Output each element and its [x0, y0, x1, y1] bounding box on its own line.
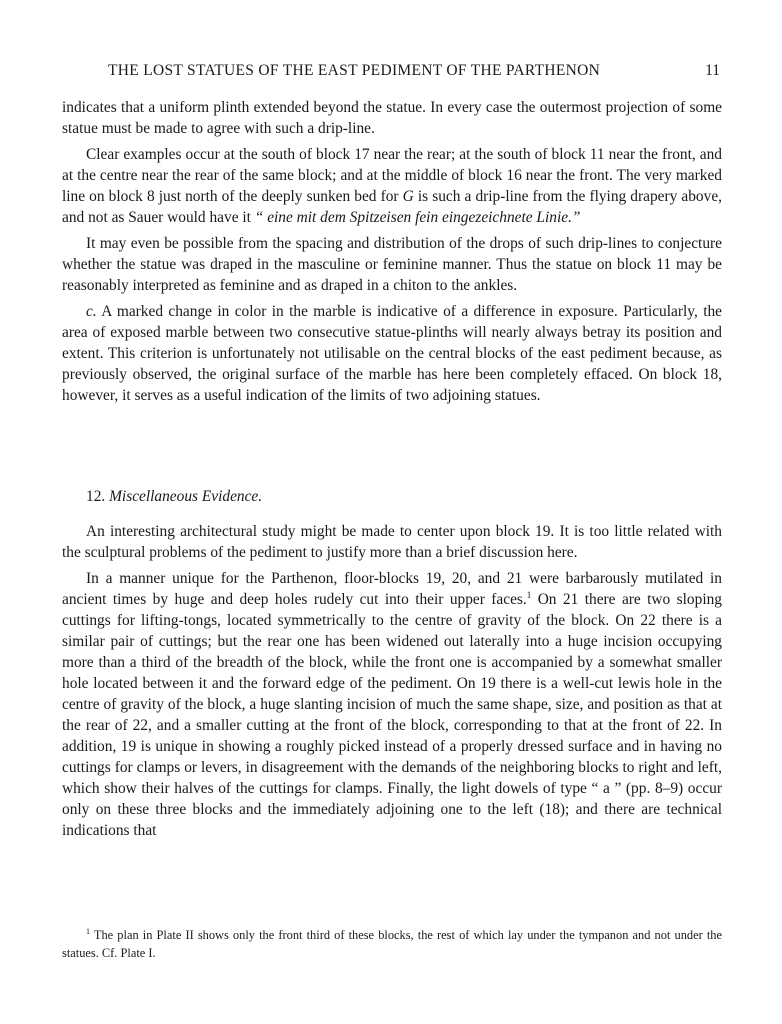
footnote-marker: 1: [86, 926, 90, 936]
paragraph: [62, 301, 722, 406]
paragraph-text: is such a drip-line from the flying drapery above, and not as Sauer would have it: [62, 188, 722, 226]
paragraph-text: In a manner unique for the Parthenon, floor-blocks 19, 20, and 21 were barbarously mutilated in ancient times by huge and deep holes rudely cut into their upper faces.: [62, 570, 722, 608]
statue-letter: G: [402, 188, 414, 205]
footnote: [62, 926, 722, 962]
german-quotation: “ eine mit dem Spitzeisen fein eingezeichnete Linie.”: [254, 209, 581, 226]
paragraph-text: An interesting architectural study might be made to center upon block 19. It is too little related with the sculptural problems of the pediment to justify more than a brief discussion here.: [62, 523, 722, 561]
paragraph: [62, 521, 722, 563]
paragraph: [62, 233, 722, 296]
section-heading: [86, 488, 262, 506]
running-title: THE LOST STATUES OF THE EAST PEDIMENT OF THE PARTHENON: [108, 62, 601, 79]
paragraph-text: Clear examples occur at the south of block 17 near the rear; at the south of block 11 near the front, and at the centre near the rear of the same block; and at the middle of block 16 near the front. The very marked line on block 8 just north of the deeply sunken bed for: [62, 146, 722, 205]
paragraph-text: A marked change in color in the marble is indicative of a difference in exposure. Particularly, the area of exposed marble between two consecutive statue-plinths will nearly always betray its position and extent. This criterion is unfortunately not utilisable on the central blocks of the east pediment because, as previously observed, the original surface of the marble has here been completely effaced. On block 18, however, it serves as a useful indication of the limits of two adjoining statues.: [62, 303, 722, 404]
section-number: 12.: [86, 488, 106, 505]
item-label: c.: [86, 303, 97, 320]
paragraph-text: indicates that a uniform plinth extended beyond the statue. In every case the outermost projection of some statue must be made to agree with such a drip-line.: [62, 99, 722, 137]
page-number: 11: [705, 62, 720, 79]
body-text-lower: [62, 521, 722, 846]
footnote-text: The plan in Plate II shows only the front third of these blocks, the rest of which lay under the tympanon and not under the statues. Cf. Plate I.: [62, 928, 722, 960]
paragraph-text: It may even be possible from the spacing and distribution of the drops of such drip-lines to conjecture whether the statue was draped in the masculine or feminine manner. Thus the statue on block 11 may be reasonably interpreted as feminine and as draped in a chiton to the ankles.: [62, 235, 722, 294]
paragraph-text: On 21 there are two sloping cuttings for lifting-tongs, located symmetrically to the centre of gravity of the block. On 22 there is a similar pair of cuttings; but the rear one has been widened out laterally into a huge incision occupying more than a third of the breadth of the block, while the front one is accompanied by a somewhat smaller hole located between it and the forward edge of the pediment. On 19 there is a well-cut lewis hole in the centre of gravity of the block, a huge slanting incision of much the same shape, size, and position as that at the rear of 22, and a smaller cutting at the front of the block, corresponding to that at the front of 22. In addition, 19 is unique in showing a roughly picked instead of a properly dressed surface and in having no cuttings for clamps or levers, in disagreement with the demands of the neighboring blocks to right and left, which show their halves of the cuttings for clamps. Finally, the light dowels of type “ a ” (pp. 8–9) occur only on these three blocks and the immediately adjoining one to the left (18); and there are technical indications that: [62, 591, 722, 839]
body-text-upper: [62, 97, 722, 411]
paragraph: [62, 568, 722, 841]
footnote-reference: 1: [526, 589, 532, 600]
paragraph: [62, 97, 722, 139]
running-header: [62, 62, 720, 86]
section-title: Miscellaneous Evidence.: [109, 488, 263, 505]
paragraph: [62, 144, 722, 228]
